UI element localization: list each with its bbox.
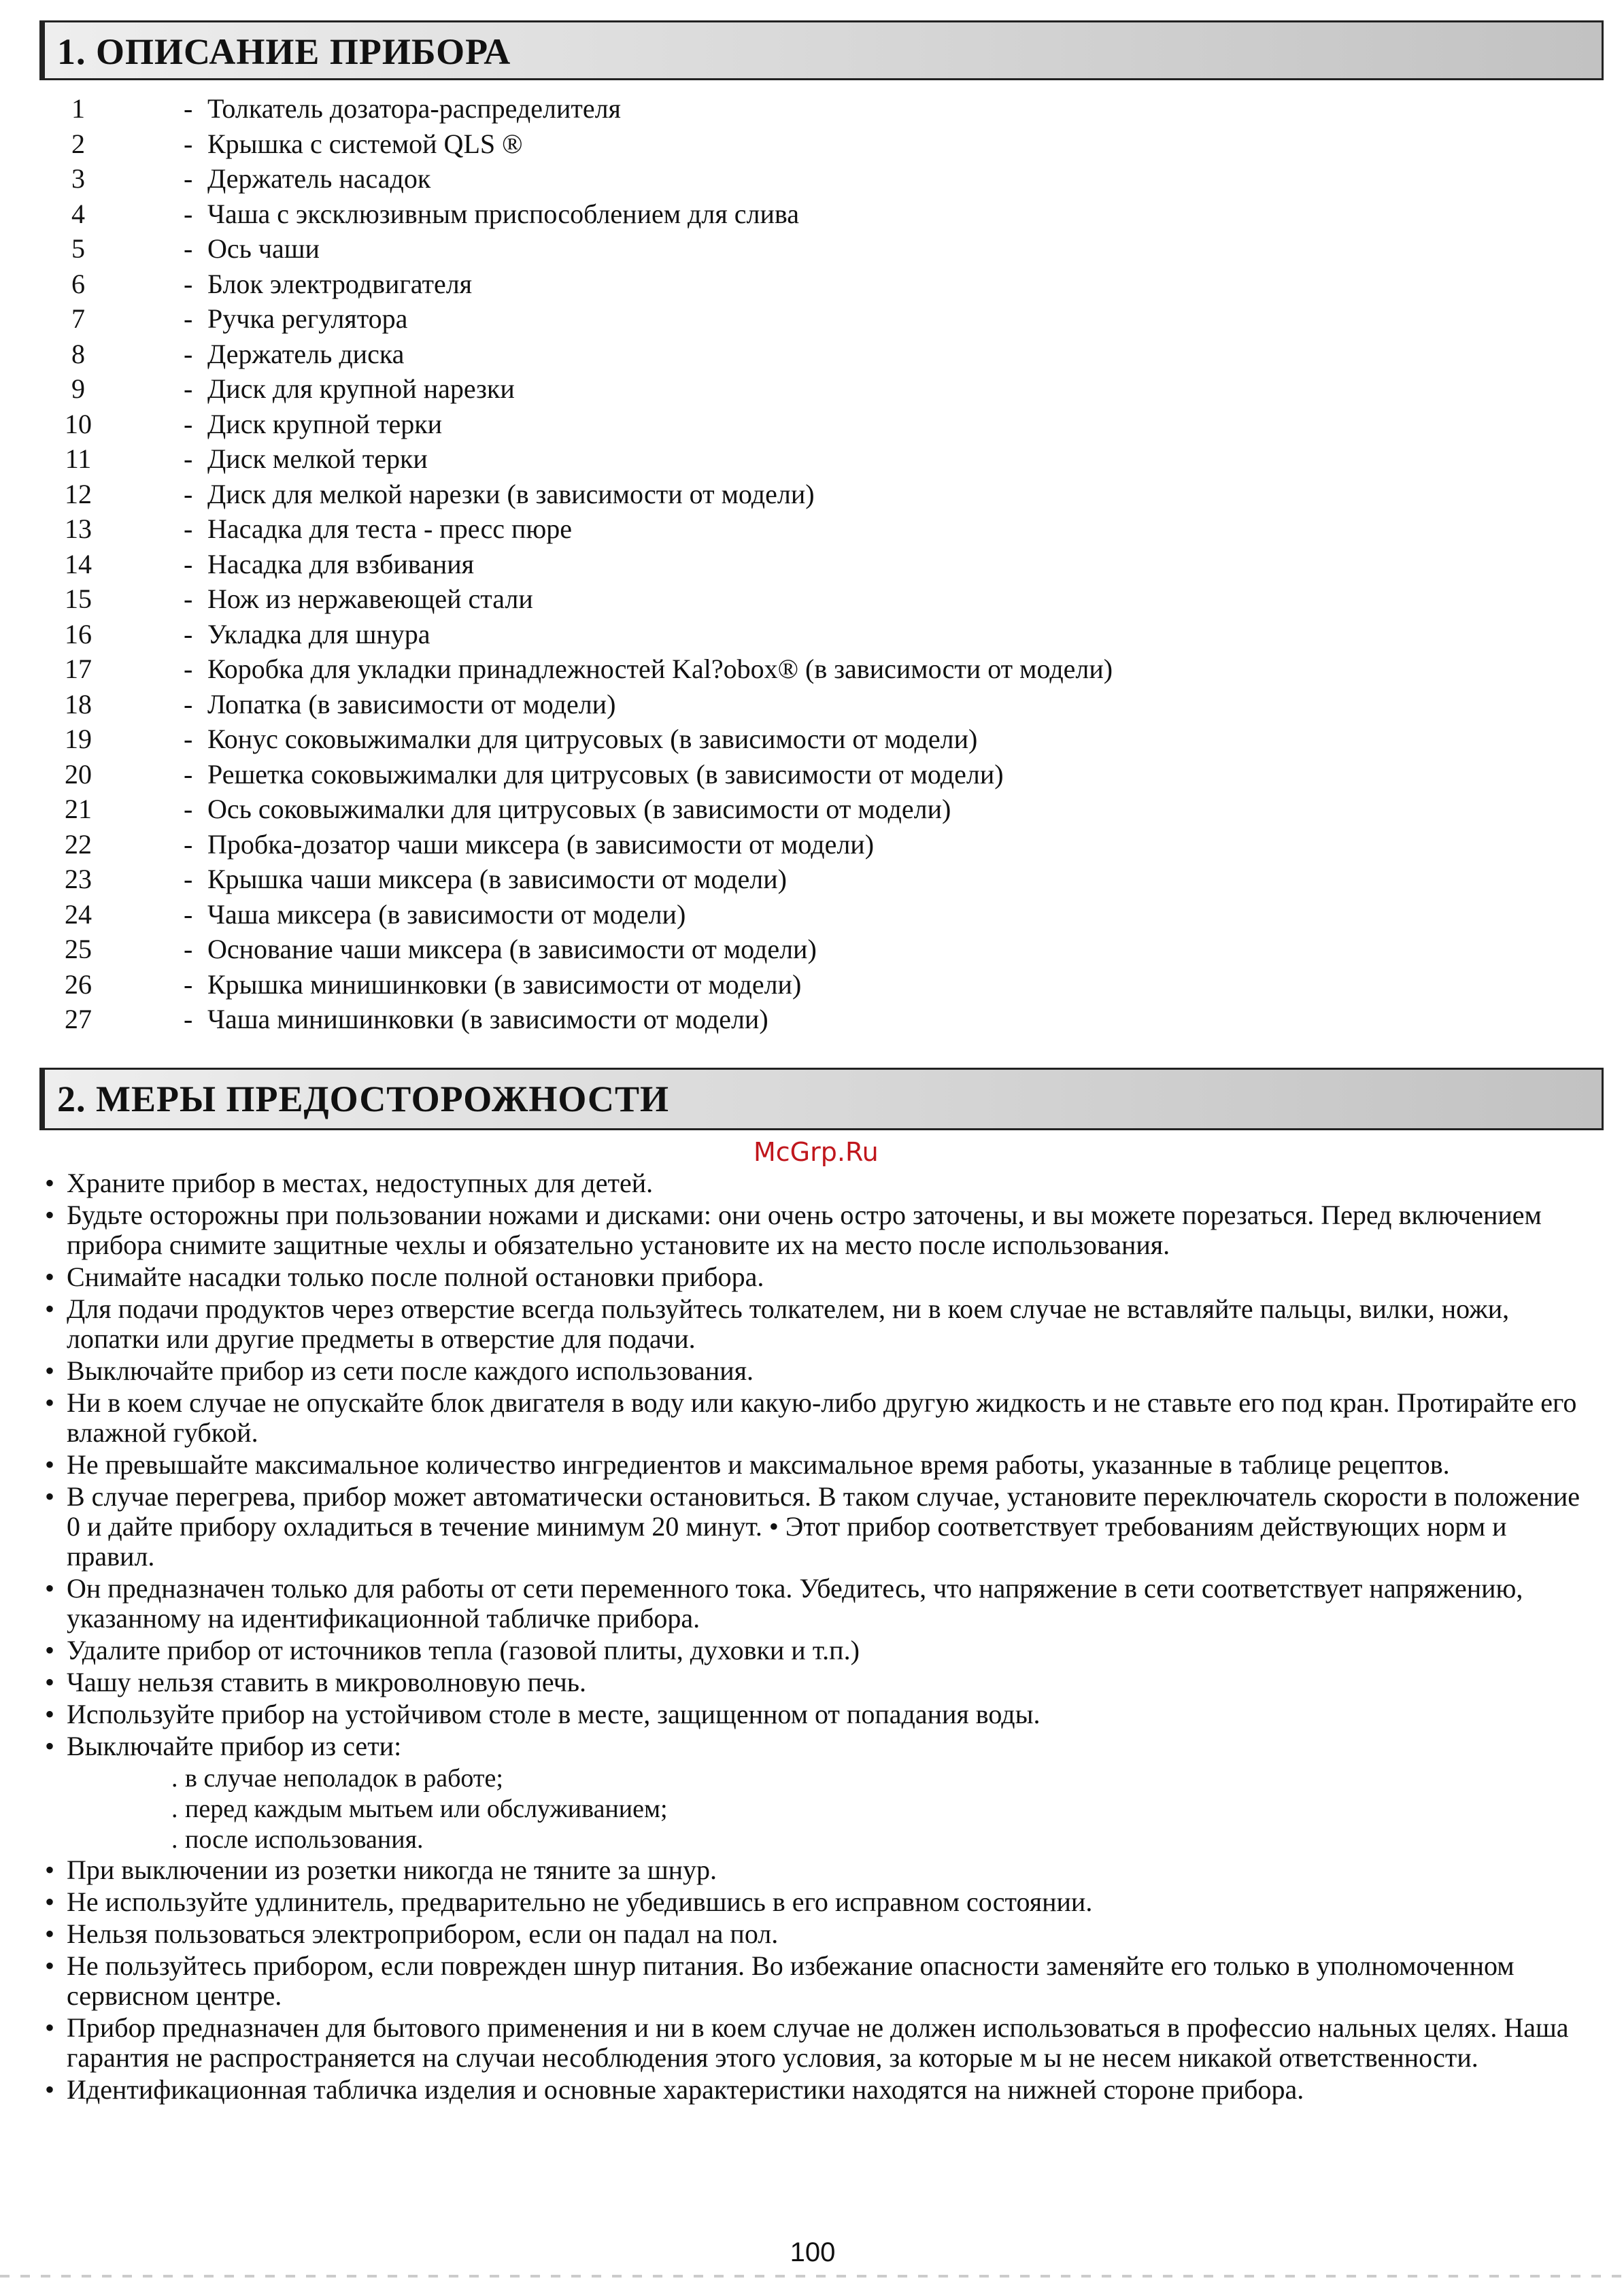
item-number: 5 — [71, 233, 85, 264]
item-text: Блок электродвигателя — [207, 268, 473, 299]
list-item — [41, 303, 1537, 338]
bullet-text: Не используйте удлинитель, предварительно не убедившись в его исправном состоянии. — [67, 1886, 1093, 1917]
sub-bullet-icon: . — [171, 1795, 178, 1823]
item-dash: - — [184, 828, 193, 860]
item-text: Держатель диска — [207, 338, 405, 369]
list-item — [41, 1003, 1537, 1038]
item-text: Ручка регулятора — [207, 303, 408, 334]
bullet-icon: • — [45, 2012, 55, 2043]
item-dash: - — [184, 163, 193, 194]
bullet-item — [42, 1356, 1600, 1386]
section-title: 1. ОПИСАНИЕ ПРИБОРА — [57, 31, 511, 72]
sub-item — [42, 1794, 1600, 1825]
list-item — [41, 933, 1537, 968]
item-dash: - — [184, 898, 193, 930]
bullet-item — [42, 1294, 1600, 1354]
bullet-icon: • — [45, 1886, 55, 1917]
list-item — [41, 583, 1537, 618]
item-dash: - — [184, 968, 193, 1000]
item-text: Крышка с системой QLS ® — [207, 128, 523, 159]
bullet-item — [42, 1919, 1600, 1949]
list-item — [41, 163, 1537, 198]
item-text: Ось чаши — [207, 233, 320, 264]
bullet-item — [42, 2013, 1600, 2073]
list-item — [41, 92, 1537, 128]
item-dash: - — [184, 373, 193, 404]
list-item — [41, 758, 1537, 794]
list-item — [41, 408, 1537, 443]
bullet-text: Не превышайте максимальное количество ингредиентов и максимальное время работы, указанные в таблице рецептов. — [67, 1449, 1450, 1480]
list-item — [41, 968, 1537, 1004]
bullet-text: Используйте прибор на устойчивом столе в месте, защищенном от попадания воды. — [67, 1699, 1041, 1729]
sub-item-text: после использования. — [185, 1825, 424, 1854]
bullet-text: Выключайте прибор из сети: — [67, 1731, 402, 1761]
bullet-text: Удалите прибор от источников тепла (газовой плиты, духовки и т.п.) — [67, 1635, 860, 1665]
item-number: 1 — [71, 93, 85, 124]
bullet-icon: • — [45, 1667, 55, 1697]
item-number: 11 — [65, 443, 92, 474]
bullet-icon: • — [45, 1168, 55, 1198]
item-dash: - — [184, 758, 193, 790]
item-text: Ось соковыжималки для цитрусовых (в зависимости от модели) — [207, 794, 951, 824]
bullet-icon: • — [45, 1355, 55, 1386]
bullet-icon: • — [45, 1262, 55, 1292]
bullet-text: Будьте осторожны при пользовании ножами и дисками: они очень остро заточены, и вы можете порезаться. Перед включением прибора снимите защитные чехлы и обязательно установите их на место после использования. — [67, 1200, 1542, 1260]
item-number: 18 — [65, 688, 92, 720]
item-text: Диск крупной терки — [207, 408, 443, 439]
list-item — [41, 198, 1537, 233]
item-number: 4 — [71, 198, 85, 229]
bullet-text: Идентификационная табличка изделия и основные характеристики находятся на нижней стороне прибора. — [67, 2074, 1304, 2105]
bullet-text: Прибор предназначен для бытового применения и ни в коем случае не должен использоваться в профессио нальных целях. Наша гарантия не распространяется на случаи несоблюдения этого условия, за которые м ы не несем никакой ответственности. — [67, 2012, 1569, 2073]
item-text: Пробка-дозатор чаши миксера (в зависимости от модели) — [207, 828, 875, 860]
item-dash: - — [184, 268, 193, 299]
bullet-item — [42, 1482, 1600, 1572]
bullet-icon: • — [45, 1855, 55, 1885]
bullet-item — [42, 1636, 1600, 1665]
sub-item-text: перед каждым мытьем или обслуживанием; — [185, 1795, 668, 1823]
item-number: 23 — [65, 864, 92, 894]
item-dash: - — [184, 513, 193, 544]
item-dash: - — [184, 688, 193, 720]
item-dash: - — [184, 583, 193, 614]
bullet-text: Снимайте насадки только после полной остановки прибора. — [67, 1262, 764, 1292]
item-text: Держатель насадок — [207, 163, 431, 194]
item-text: Насадка для теста - пресс пюре — [207, 513, 573, 544]
bullet-item — [42, 1388, 1600, 1448]
bullet-text: Выключайте прибор из сети после каждого использования. — [67, 1355, 754, 1386]
item-dash: - — [184, 864, 193, 894]
item-text: Чаша минишинковки (в зависимости от модели) — [207, 1004, 768, 1034]
list-item — [41, 513, 1537, 548]
bullet-item — [42, 1450, 1600, 1480]
bullet-icon: • — [45, 1449, 55, 1480]
sub-bullet-icon: . — [171, 1825, 178, 1854]
item-text: Коробка для укладки принадлежностей Kal?obox® (в зависимости от модели) — [207, 654, 1113, 684]
item-number: 17 — [65, 654, 92, 684]
bullet-item — [42, 1887, 1600, 1917]
bullet-text: Ни в коем случае не опускайте блок двигателя в воду или какую-либо другую жидкость и не ставьте его под кран. Протирайте его влажной губкой. — [67, 1387, 1577, 1448]
item-dash: - — [184, 198, 193, 229]
sub-item — [42, 1825, 1600, 1855]
item-text: Толкатель дозатора-распределителя — [207, 93, 621, 124]
item-number: 10 — [65, 408, 92, 439]
bullet-icon: • — [45, 1699, 55, 1729]
item-dash: - — [184, 478, 193, 509]
item-dash: - — [184, 794, 193, 824]
item-text: Чаша с эксклюзивным приспособлением для слива — [207, 198, 799, 229]
item-number: 3 — [71, 163, 85, 194]
list-item — [41, 828, 1537, 864]
list-item — [41, 898, 1537, 934]
item-number: 9 — [71, 373, 85, 404]
list-item — [41, 723, 1537, 758]
item-dash: - — [184, 618, 193, 649]
bullet-item — [42, 1168, 1600, 1198]
item-text: Крышка чаши миксера (в зависимости от модели) — [207, 864, 787, 894]
bullet-icon: • — [45, 1387, 55, 1418]
watermark: McGrp.Ru — [754, 1137, 879, 1167]
item-number: 25 — [65, 934, 92, 964]
bullet-icon: • — [45, 1200, 55, 1230]
list-item — [41, 478, 1537, 513]
list-item — [41, 338, 1537, 373]
sub-item-text: в случае неполадок в работе; — [185, 1764, 503, 1793]
item-text: Лопатка (в зависимости от модели) — [207, 688, 616, 720]
item-number: 26 — [65, 968, 92, 1000]
item-dash: - — [184, 233, 193, 264]
section-header-description — [39, 20, 1604, 80]
list-item — [41, 863, 1537, 898]
bullet-item — [42, 1855, 1600, 1885]
item-number: 2 — [71, 128, 85, 159]
parts-list — [41, 92, 1537, 1038]
item-dash: - — [184, 1004, 193, 1034]
bullet-icon: • — [45, 1950, 55, 1981]
page-number: 100 — [790, 2237, 836, 2267]
item-text: Диск мелкой терки — [207, 443, 428, 474]
item-dash: - — [184, 338, 193, 369]
item-number: 14 — [65, 548, 92, 579]
bullet-icon: • — [45, 1573, 55, 1604]
item-dash: - — [184, 548, 193, 579]
bullet-text: Он предназначен только для работы от сети переменного тока. Убедитесь, что напряжение в сети соответствует напряжению, указанному на идентификационной табличке прибора. — [67, 1573, 1523, 1634]
item-number: 12 — [65, 478, 92, 509]
bullet-item — [42, 1200, 1600, 1260]
bullet-icon: • — [45, 1731, 55, 1761]
list-item — [41, 793, 1537, 828]
list-item — [41, 268, 1537, 303]
item-dash: - — [184, 724, 193, 754]
list-item — [41, 233, 1537, 268]
bullet-icon: • — [45, 1635, 55, 1665]
item-number: 21 — [65, 794, 92, 824]
bullet-item — [42, 1731, 1600, 1761]
item-dash: - — [184, 654, 193, 684]
bullet-item — [42, 1668, 1600, 1697]
bullet-icon: • — [45, 1918, 55, 1949]
item-number: 22 — [65, 828, 92, 860]
item-number: 24 — [65, 898, 92, 930]
item-dash: - — [184, 303, 193, 334]
bullet-text: Храните прибор в местах, недоступных для детей. — [67, 1168, 654, 1198]
list-item — [41, 128, 1537, 163]
item-dash: - — [184, 443, 193, 474]
item-text: Решетка соковыжималки для цитрусовых (в зависимости от модели) — [207, 758, 1004, 790]
precautions-list — [42, 1168, 1600, 2107]
list-item — [41, 653, 1537, 688]
bullet-icon: • — [45, 1293, 55, 1324]
list-item — [41, 618, 1537, 654]
sub-bullet-icon: . — [171, 1764, 178, 1793]
item-text: Насадка для взбивания — [207, 548, 475, 579]
item-dash: - — [184, 93, 193, 124]
bullet-text: Нельзя пользоваться электроприбором, если он падал на пол. — [67, 1918, 779, 1949]
item-text: Нож из нержавеющей стали — [207, 583, 533, 614]
bullet-text: В случае перегрева, прибор может автоматически остановиться. В таком случае, установите переключатель скорости в положение 0 и дайте прибору охладиться в течение минимум 20 минут. • Этот прибор соответствует требованиям действующих норм и правил. — [67, 1481, 1580, 1572]
section-title: 2. МЕРЫ ПРЕДОСТОРОЖНОСТИ — [57, 1079, 670, 1119]
bullet-item — [42, 1262, 1600, 1292]
sub-item — [42, 1763, 1600, 1794]
bullet-text: При выключении из розетки никогда не тяните за шнур. — [67, 1855, 717, 1885]
bullet-item — [42, 1574, 1600, 1634]
item-text: Укладка для шнура — [207, 618, 430, 649]
section-header-precautions — [39, 1068, 1604, 1130]
item-number: 19 — [65, 724, 92, 754]
item-number: 27 — [65, 1004, 92, 1034]
bullet-item — [42, 2075, 1600, 2105]
item-text: Крышка минишинковки (в зависимости от модели) — [207, 968, 802, 1000]
bullet-item — [42, 1699, 1600, 1729]
item-text: Диск для мелкой нарезки (в зависимости от модели) — [207, 478, 815, 509]
bullet-text: Чашу нельзя ставить в микроволновую печь. — [67, 1667, 587, 1697]
bullet-text: Для подачи продуктов через отверстие всегда пользуйтесь толкателем, ни в коем случае не вставляйте пальцы, вилки, ножи, лопатки или другие предметы в отверстие для подачи. — [67, 1293, 1510, 1354]
bullet-icon: • — [45, 2074, 55, 2105]
item-dash: - — [184, 934, 193, 964]
list-item — [41, 373, 1537, 408]
list-item — [41, 548, 1537, 583]
item-text: Конус соковыжималки для цитрусовых (в зависимости от модели) — [207, 724, 978, 754]
item-number: 15 — [65, 583, 92, 614]
item-number: 16 — [65, 618, 92, 649]
item-number: 7 — [71, 303, 85, 334]
item-number: 20 — [65, 758, 92, 790]
item-number: 13 — [65, 513, 92, 544]
item-number: 6 — [71, 268, 85, 299]
scan-edge-artifact — [0, 2275, 1624, 2278]
bullet-item — [42, 1951, 1600, 2011]
bullet-icon: • — [45, 1481, 55, 1512]
item-text: Диск для крупной нарезки — [207, 373, 515, 404]
item-number: 8 — [71, 338, 85, 369]
item-text: Чаша миксера (в зависимости от модели) — [207, 898, 686, 930]
item-dash: - — [184, 408, 193, 439]
list-item — [41, 688, 1537, 724]
list-item — [41, 443, 1537, 478]
bullet-text: Не пользуйтесь прибором, если поврежден шнур питания. Во избежание опасности заменяйте его только в уполномоченном сервисном центре. — [67, 1950, 1515, 2011]
item-text: Основание чаши миксера (в зависимости от модели) — [207, 934, 817, 964]
item-dash: - — [184, 128, 193, 159]
